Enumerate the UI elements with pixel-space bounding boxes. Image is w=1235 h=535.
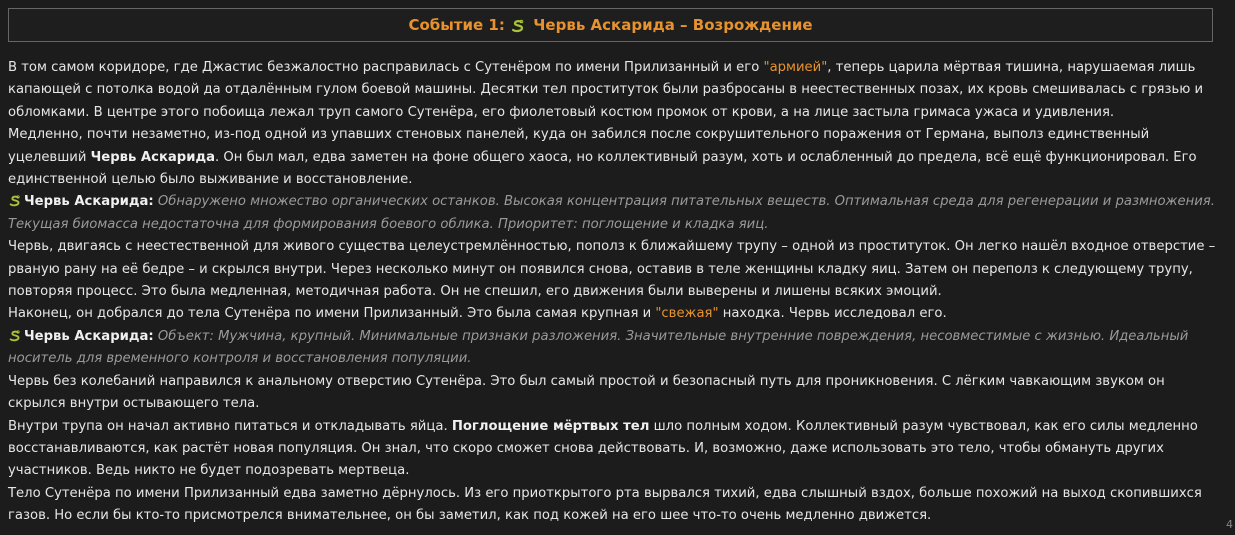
army-highlight: "армией" <box>763 60 828 75</box>
snake-icon <box>8 193 22 207</box>
event-prefix: Событие 1: <box>408 16 511 34</box>
paragraph-text: Медленно, почти незаметно, из-под одной из упавших стеновых панелей, куда он забился после сокрушительного поражения от Германа, выполз единственный уцелевший <box>8 127 1150 165</box>
worm-thought-2 <box>8 326 1218 371</box>
worm-name: Червь Аскарида <box>90 149 216 165</box>
event-title: Червь Аскарида – Возрождение <box>533 16 813 34</box>
paragraph-1 <box>8 57 1218 124</box>
paragraph-6 <box>8 416 1218 483</box>
paragraph-5 <box>8 371 1218 416</box>
bold-phrase: Поглощение мёртвых тел <box>451 418 650 434</box>
story-content <box>8 57 1218 528</box>
speaker-label: Червь Аскарида: <box>24 328 154 344</box>
paragraph-2 <box>8 124 1218 191</box>
paragraph-text: находка. Червь исследовал его. <box>718 306 947 322</box>
worm-thought-1 <box>8 191 1218 236</box>
paragraph-text: В том самом коридоре, где Джастис безжалостно расправилась с Сутенёром по имени Прилизанный и его <box>8 60 764 75</box>
paragraph-text: Червь без колебаний направился к анальному отверстию Сутенёра. Это был самый простой и безопасный путь для проникновения. С лёгким чавкающим звуком он скрылся внутри остывающего тела. <box>8 373 1165 412</box>
paragraph-text: Наконец, он добрался до тела Сутенёра по имени Прилизанный. Это была самая крупная и <box>8 306 656 322</box>
fresh-highlight: "свежая" <box>655 306 719 322</box>
paragraph-text: шло полным ходом. Коллективный разум чувствовал, как его силы медленно восстанавливаются, как растёт новая популяция. Он знал, что скоро сможет снова действовать. И, возможно, даже использовать это тело, чтобы обмануть других участников. Ведь никто не будет подозревать мертвеца. <box>8 418 1198 479</box>
paragraph-text: Тело Сутенёра по имени Прилизанный едва заметно дёрнулось. Из его приоткрытого рта вырвался тихий, едва слышный вздох, больше похожий на выход скопившихся газов. Но если бы кто-то присмотрелся внимательнее, он бы заметил, как под кожей на его шее что-то очень медленно движется. <box>8 485 1202 524</box>
thought-text: Обнаружено множество органических останков. Высокая концентрация питательных веществ. Оптимальная среда для регенерации и размножения. Текущая биомасса недостаточна для формирования боевого облика. Приоритет: поглощение и кладка яиц. <box>8 194 1215 232</box>
corner-mark: 4 <box>1226 518 1233 531</box>
speaker-label: Червь Аскарида: <box>24 194 154 210</box>
thought-text: Объект: Мужчина, крупный. Минимальные признаки разложения. Значительные внутренние повреждения, несовместимые с жизнью. Идеальный носитель для временного контроля и восстановления популяции. <box>8 328 1189 367</box>
snake-icon <box>8 328 22 342</box>
paragraph-text: . Он был мал, едва заметен на фоне общего хаоса, но коллективный разум, хоть и ослабленный до предела, всё ещё функционировал. Его единственной целью было выживание и восстановление. <box>8 149 1197 188</box>
snake-icon <box>510 17 526 33</box>
paragraph-text: Внутри трупа он начал активно питаться и откладывать яйца. <box>8 418 452 434</box>
event-title-box <box>8 8 1213 42</box>
paragraph-4 <box>8 303 1218 325</box>
paragraph-3 <box>8 236 1218 303</box>
paragraph-7 <box>8 483 1218 528</box>
paragraph-text: , теперь царила мёртвая тишина, нарушаемая лишь капающей с потолка водой да отдалённым гулом боевой машины. Десятки тел проституток были разбросаны в неестественных позах, их кровь смешивалась с грязью и обломками. В центре этого побоища лежал труп самого Сутенёра, его фиолетовый костюм промок от крови, а на лице застыла гримаса ужаса и удивления. <box>8 60 1204 120</box>
paragraph-text: Червь, двигаясь с неестественной для живого существа целеустремлённостью, пополз к ближайшему трупу – одной из проституток. Он легко нашёл входное отверстие – рваную рану на её бедре – и скрылся внутри. Через несколько минут он появился снова, оставив в теле женщины кладку яиц. Затем он переполз к следующему трупу, повторяя процесс. Это была медленная, методичная работа. Он не спешил, его движения были выверены и лишены всяких эмоций. <box>8 239 1216 300</box>
